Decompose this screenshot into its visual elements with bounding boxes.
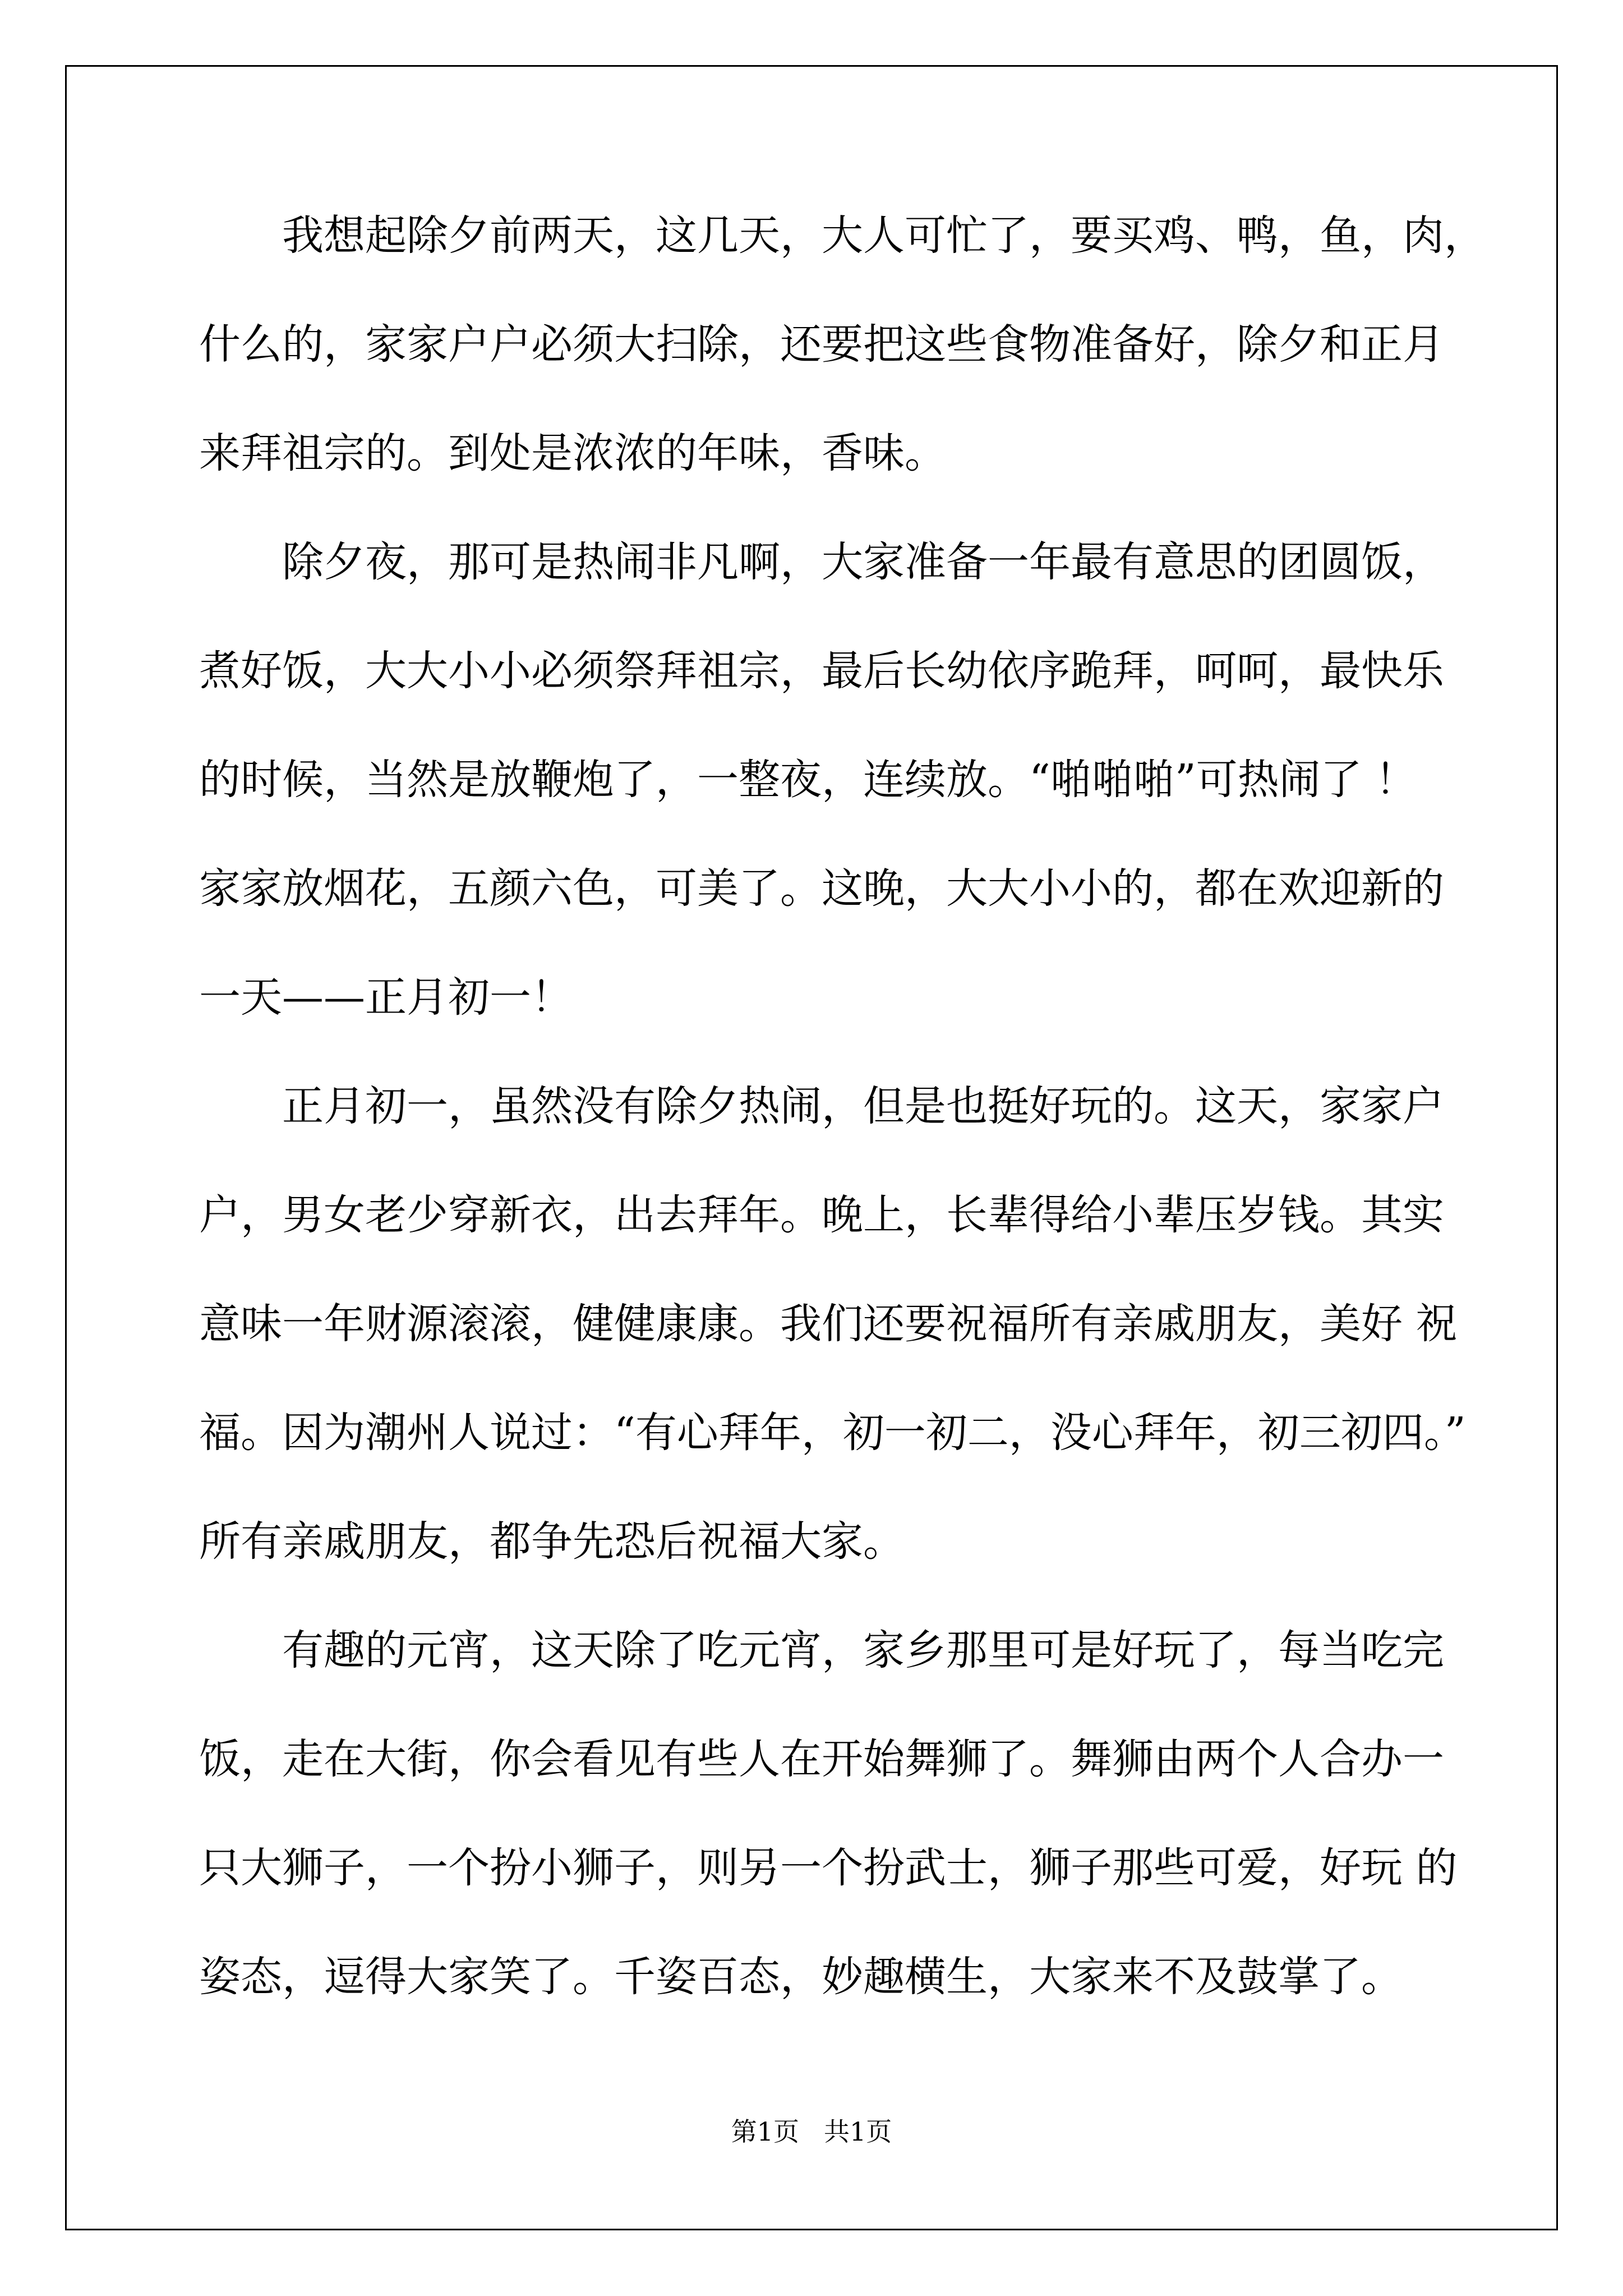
paragraph-2-line-2: 煮好饭，大大小小必须祭拜祖宗，最后长幼依序跪拜，呵呵，最快乐 <box>199 647 1444 695</box>
paragraph-1-line-3: 来拜祖宗的。到处是浓浓的年味，香味。 <box>199 429 946 477</box>
paragraph-3-line-2: 户，男女老少穿新衣，出去拜年。晚上，长辈得给小辈压岁钱。其实 <box>199 1191 1444 1239</box>
paragraph-4-line-2: 饭，走在大街，你会看见有些人在开始舞狮了。舞狮由两个人合办一 <box>199 1735 1444 1783</box>
page-border <box>65 65 1558 2230</box>
paragraph-3-line-4: 福。因为潮州人说过：“有心拜年，初一初二，没心拜年，初三初四。” <box>199 1409 1466 1457</box>
paragraph-3-line-5: 所有亲戚朋友，都争先恐后祝福大家。 <box>199 1517 905 1566</box>
page-total: 共1页 <box>824 2116 892 2147</box>
paragraph-4-line-4: 姿态，逗得大家笑了。千姿百态，妙趣横生，大家来不及鼓掌了。 <box>199 1953 1403 2001</box>
paragraph-1-line-1: 我想起除夕前两天，这几天，大人可忙了，要买鸡、鸭，鱼，肉， <box>282 211 1486 260</box>
paragraph-4-line-3: 只大狮子，一个扮小狮子，则另一个扮武士，狮子那些可爱，好玩 的 <box>199 1844 1458 1892</box>
paragraph-3-line-3: 意味一年财源滚滚，健健康康。我们还要祝福所有亲戚朋友，美好 祝 <box>199 1300 1458 1348</box>
paragraph-2-line-1: 除夕夜，那可是热闹非凡啊，大家准备一年最有意思的团圆饭， <box>282 538 1444 586</box>
paragraph-4-line-1: 有趣的元宵，这天除了吃元宵，家乡那里可是好玩了，每当吃完 <box>282 1626 1444 1674</box>
paragraph-3-line-1: 正月初一，虽然没有除夕热闹，但是也挺好玩的。这天，家家户 <box>282 1082 1444 1130</box>
paragraph-2-line-5: 一天——正月初一！ <box>199 973 573 1022</box>
paragraph-1-line-2: 什么的，家家户户必须大扫除，还要把这些食物准备好，除夕和正月 <box>199 320 1444 369</box>
paragraph-2-line-4: 家家放烟花，五颜六色，可美了。这晚，大大小小的，都在欢迎新的 <box>199 864 1444 913</box>
page-number: 第1页 <box>731 2116 799 2147</box>
paragraph-2-line-3: 的时候，当然是放鞭炮了，一整夜，连续放。“啪啪啪”可热闹了 ！ <box>199 756 1417 804</box>
page-footer <box>0 2115 1623 2148</box>
